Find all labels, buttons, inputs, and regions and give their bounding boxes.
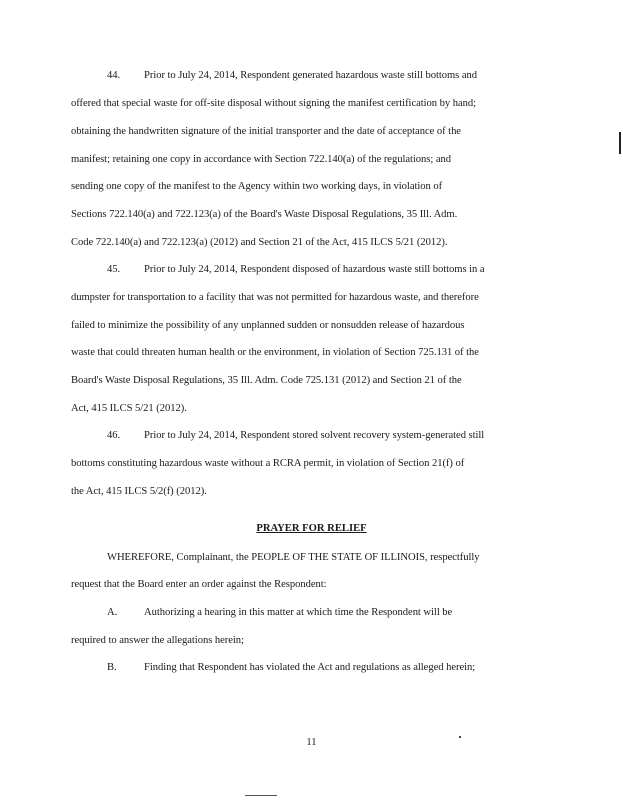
paragraph-45-line-3: failed to minimize the possibility of any unplanned sudden or nonsudden release of hazardous — [71, 320, 465, 331]
paragraph-46-line-2: bottoms constituting hazardous waste without a RCRA permit, in violation of Section 21(f) of — [71, 458, 465, 469]
prayer-item-a-line-2: required to answer the allegations herein; — [71, 635, 244, 646]
paragraph-44-line-4: manifest; retaining one copy in accordance with Section 722.140(a) of the regulations; and — [71, 154, 451, 165]
paragraph-44-line-2: offered that special waste for off-site disposal without signing the manifest certification by hand; — [71, 98, 477, 109]
paragraph-46-line-1 — [107, 429, 484, 443]
paragraph-45-line-2: dumpster for transportation to a facility that was not permitted for hazardous waste, and therefore — [71, 292, 479, 303]
item-text: Authorizing a hearing in this matter at which time the Respondent will be — [144, 607, 453, 618]
scan-dot — [459, 736, 461, 738]
paragraph-44-line-7: Code 722.140(a) and 722.123(a) (2012) and Section 21 of the Act, 415 ILCS 5/21 (2012). — [71, 237, 448, 248]
page-number: 11 — [306, 737, 317, 748]
paragraph-number: 45. — [107, 264, 121, 275]
paragraph-number: 46. — [107, 430, 121, 441]
prayer-item-b-line-1 — [107, 661, 475, 675]
paragraph-number: 44. — [107, 70, 121, 81]
prayer-intro-line-1: WHEREFORE, Complainant, the PEOPLE OF THE STATE OF ILLINOIS, respectfully — [107, 552, 480, 563]
paragraph-44-line-6: Sections 722.140(a) and 722.123(a) of the Board's Waste Disposal Regulations, 35 Ill. Adm. — [71, 209, 458, 220]
scan-bottom-line — [245, 795, 277, 796]
item-letter: B. — [107, 662, 117, 673]
paragraph-45-line-4: waste that could threaten human health or the environment, in violation of Section 725.131 of the — [71, 347, 479, 358]
paragraph-45-line-5: Board's Waste Disposal Regulations, 35 Ill. Adm. Code 725.131 (2012) and Section 21 of the — [71, 375, 462, 386]
paragraph-45-line-6: Act, 415 ILCS 5/21 (2012). — [71, 403, 187, 414]
paragraph-44-line-1 — [107, 69, 477, 83]
paragraph-44-line-3: obtaining the handwritten signature of the initial transporter and the date of acceptance of the — [71, 126, 461, 137]
paragraph-text: Prior to July 24, 2014, Respondent stored solvent recovery system-generated still — [144, 430, 485, 441]
paragraph-text: Prior to July 24, 2014, Respondent generated hazardous waste still bottoms and — [144, 70, 477, 81]
item-letter: A. — [107, 607, 118, 618]
prayer-intro-line-2: request that the Board enter an order against the Respondent: — [71, 579, 327, 590]
paragraph-text: Prior to July 24, 2014, Respondent disposed of hazardous waste still bottoms in a — [144, 264, 485, 275]
prayer-heading: PRAYER FOR RELIEF — [256, 523, 367, 534]
prayer-item-a-line-1 — [107, 606, 452, 620]
paragraph-46-line-3: the Act, 415 ILCS 5/2(f) (2012). — [71, 486, 207, 497]
paragraph-44-line-5: sending one copy of the manifest to the Agency within two working days, in violation of — [71, 181, 443, 192]
scan-margin-mark — [619, 132, 621, 154]
item-text: Finding that Respondent has violated the Act and regulations as alleged herein; — [144, 662, 476, 673]
paragraph-45-line-1 — [107, 263, 485, 277]
